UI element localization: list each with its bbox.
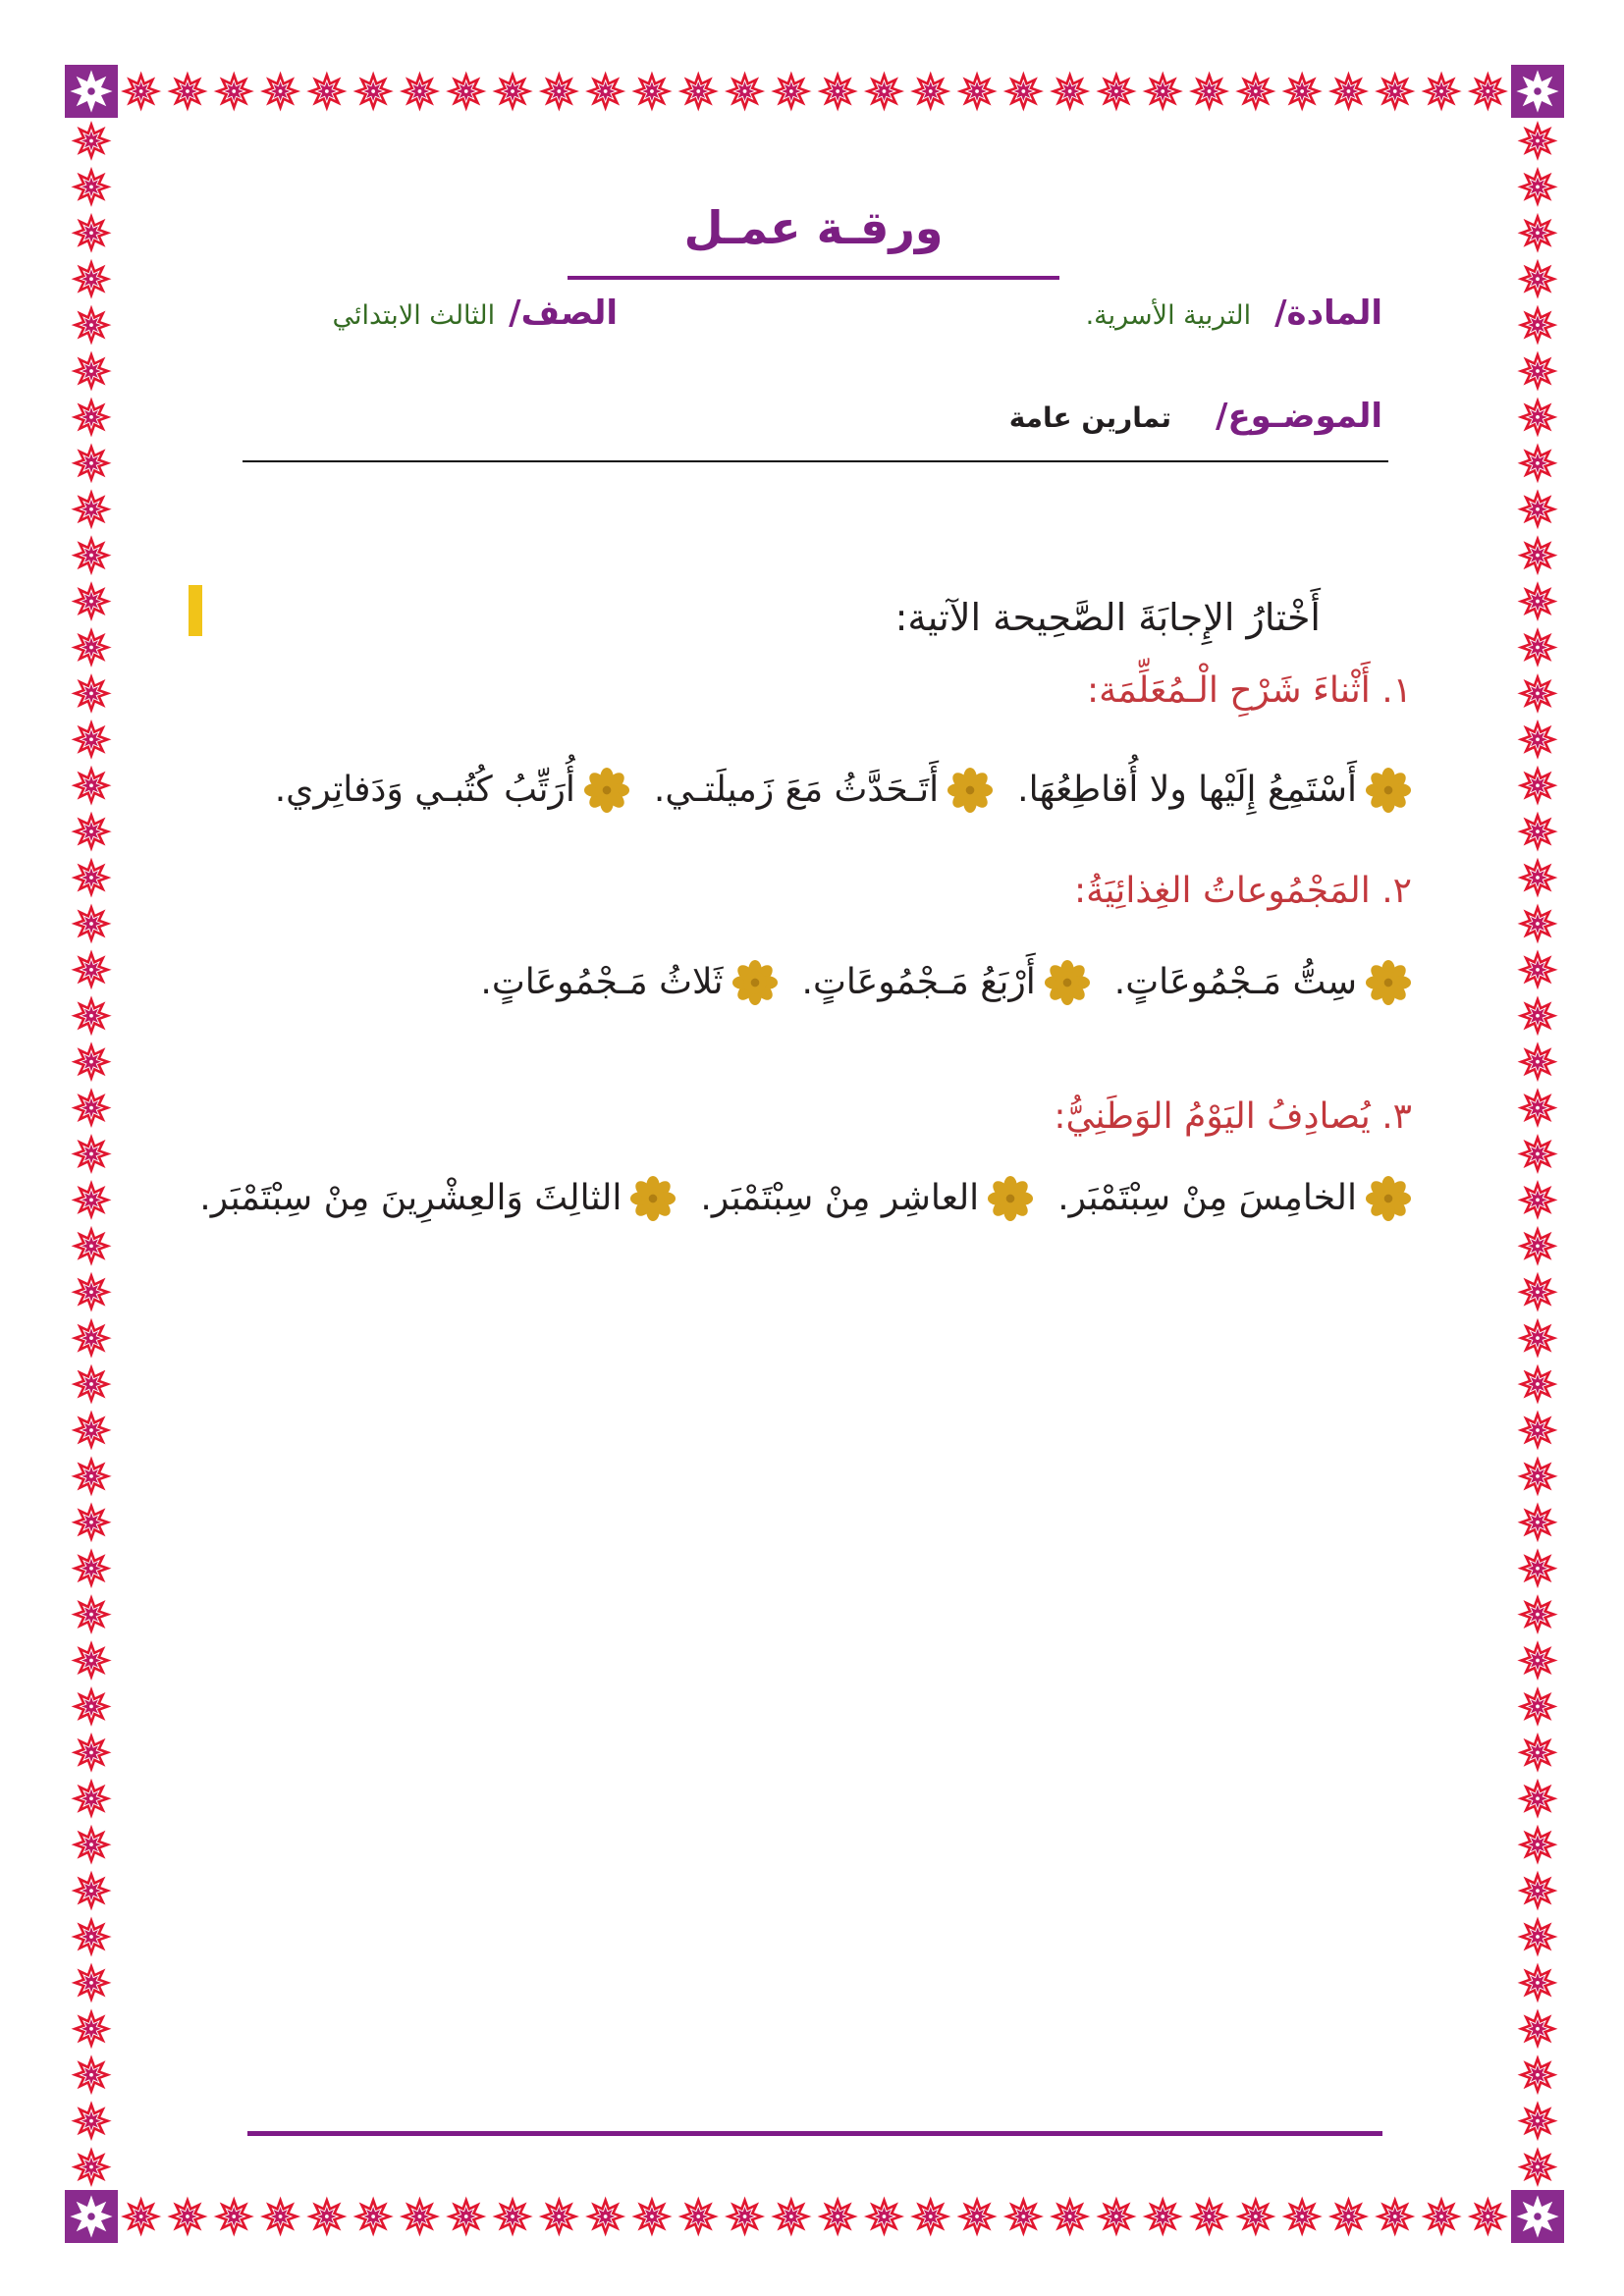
border-star-icon — [1515, 1500, 1559, 1544]
border-star-icon — [1515, 579, 1559, 623]
flower-bullet-icon — [1365, 959, 1412, 1006]
border-star-icon — [1515, 718, 1559, 762]
border-star-icon — [69, 1408, 113, 1452]
border-star-icon — [119, 69, 163, 113]
border-star-icon — [769, 69, 813, 113]
border-star-icon — [1515, 119, 1559, 163]
option-item — [700, 1169, 1034, 1228]
question-3-options — [187, 1169, 1412, 1228]
flower-bullet-icon — [1044, 959, 1091, 1006]
border-star-icon — [1515, 1408, 1559, 1452]
border-star-icon — [1515, 1224, 1559, 1268]
border-star-icon — [1515, 441, 1559, 485]
instruction-heading: أَخْتارُ الإِجابَةَ الصَّحِيحة الآتية: — [894, 596, 1321, 639]
border-star-icon — [119, 2194, 163, 2238]
border-star-icon — [1048, 2194, 1092, 2238]
border-star-icon — [398, 2194, 442, 2238]
option-text: أُرَتِّبُ كُتُبـي وَدَفاتِري. — [274, 770, 575, 810]
border-star-icon — [1141, 69, 1185, 113]
flower-bullet-icon — [629, 1175, 677, 1222]
border-star-icon — [1515, 1592, 1559, 1636]
topic-field — [1009, 392, 1382, 441]
border-star-icon — [1515, 1086, 1559, 1130]
border-star-icon — [69, 441, 113, 485]
grade-field — [332, 289, 618, 338]
border-star-icon — [723, 2194, 767, 2238]
border-star-icon — [1466, 69, 1510, 113]
border-star-icon — [1515, 1823, 1559, 1867]
border-star-icon — [69, 1684, 113, 1729]
border-star-icon — [1187, 69, 1231, 113]
border-star-icon — [954, 2194, 999, 2238]
option-item — [199, 1169, 677, 1228]
border-star-icon — [69, 1270, 113, 1314]
option-item — [1114, 953, 1412, 1012]
topic-label: الموضـوع/ — [1216, 397, 1382, 436]
border-star-icon — [69, 1178, 113, 1222]
border-star-icon — [69, 1362, 113, 1406]
question-2-title: ٢. المَجْمُوعاتُ الغِذائِيَةُ: — [1074, 871, 1412, 911]
border-star-icon — [723, 69, 767, 113]
flower-bullet-icon — [947, 767, 994, 814]
border-star-icon — [1515, 1362, 1559, 1406]
option-item — [802, 953, 1091, 1012]
border-star-icon — [1515, 2053, 1559, 2097]
border-star-icon — [69, 1731, 113, 1775]
border-star-icon — [69, 1777, 113, 1821]
border-star-icon — [165, 2194, 209, 2238]
border-star-icon — [1048, 69, 1092, 113]
border-star-icon — [69, 1960, 113, 2004]
border-star-icon — [1141, 2194, 1185, 2238]
border-star-icon — [1466, 2194, 1510, 2238]
header-divider — [243, 460, 1388, 462]
border-star-icon — [1280, 2194, 1325, 2238]
subject-field — [1086, 289, 1382, 338]
border-star-icon — [1094, 69, 1138, 113]
border-star-icon — [1515, 1777, 1559, 1821]
border-star-icon — [1280, 69, 1325, 113]
border-star-icon — [1515, 533, 1559, 577]
question-3-title: ٣. يُصادِفُ اليَوْمُ الوَطَنِيُّ: — [1054, 1096, 1412, 1137]
border-star-icon — [1515, 257, 1559, 301]
border-star-icon — [69, 1224, 113, 1268]
border-star-icon — [69, 671, 113, 716]
border-star-icon — [212, 69, 256, 113]
page-title: ورقـة عمـل — [683, 201, 944, 254]
border-star-icon — [1515, 165, 1559, 209]
option-text: أَتَـحَدَّثُ مَعَ زَميلَتـي. — [653, 770, 940, 810]
corner-star-icon — [65, 2190, 118, 2243]
border-star-icon — [69, 2145, 113, 2189]
border-star-icon — [69, 579, 113, 623]
border-star-icon — [677, 2194, 721, 2238]
corner-star-icon — [1511, 65, 1564, 118]
border-star-icon — [69, 395, 113, 439]
border-star-icon — [444, 2194, 488, 2238]
option-item — [480, 953, 778, 1012]
border-star-icon — [69, 1546, 113, 1590]
question-2-options — [187, 953, 1412, 1012]
border-star-icon — [69, 1823, 113, 1867]
border-star-icon — [490, 69, 534, 113]
border-star-icon — [69, 764, 113, 808]
border-star-icon — [69, 810, 113, 854]
border-star-icon — [69, 1454, 113, 1498]
border-star-icon — [69, 1869, 113, 1913]
border-star-icon — [490, 2194, 534, 2238]
border-star-icon — [1515, 1040, 1559, 1084]
border-star-icon — [816, 2194, 860, 2238]
border-star-icon — [69, 947, 113, 991]
border-star-icon — [1515, 671, 1559, 716]
border-star-icon — [1515, 211, 1559, 255]
option-item — [1017, 761, 1412, 820]
border-star-icon — [69, 2006, 113, 2051]
border-star-icon — [1515, 1914, 1559, 1958]
border-star-icon — [212, 2194, 256, 2238]
border-star-icon — [1515, 1270, 1559, 1314]
flower-bullet-icon — [1365, 1175, 1412, 1222]
flower-bullet-icon — [987, 1175, 1034, 1222]
border-star-icon — [1515, 1178, 1559, 1222]
border-star-icon — [862, 69, 906, 113]
border-star-icon — [69, 2099, 113, 2143]
border-star-icon — [1515, 1316, 1559, 1361]
option-text: أَرْبَعُ مَـجْمُوعَاتٍ. — [801, 962, 1036, 1002]
border-star-icon — [1515, 901, 1559, 945]
subject-label: المادة/ — [1274, 294, 1382, 333]
grade-value: الثالث الابتدائي — [332, 300, 496, 331]
border-star-icon — [1001, 69, 1046, 113]
flower-bullet-icon — [731, 959, 779, 1006]
border-star-icon — [1233, 69, 1277, 113]
border-star-icon — [1515, 487, 1559, 531]
border-star-icon — [258, 69, 302, 113]
border-star-icon — [69, 855, 113, 899]
border-star-icon — [769, 2194, 813, 2238]
border-star-icon — [258, 2194, 302, 2238]
border-star-icon — [69, 1914, 113, 1958]
border-star-icon — [352, 69, 396, 113]
border-star-icon — [1515, 1454, 1559, 1498]
border-star-icon — [629, 69, 674, 113]
border-star-icon — [69, 1040, 113, 1084]
border-star-icon — [1515, 855, 1559, 899]
border-star-icon — [1326, 2194, 1371, 2238]
border-star-icon — [1515, 810, 1559, 854]
border-star-icon — [165, 69, 209, 113]
border-star-icon — [69, 1086, 113, 1130]
corner-star-icon — [1511, 2190, 1564, 2243]
border-star-icon — [69, 1500, 113, 1544]
border-star-icon — [1515, 1132, 1559, 1176]
border-star-icon — [69, 211, 113, 255]
border-star-icon — [1094, 2194, 1138, 2238]
border-star-icon — [304, 2194, 349, 2238]
topic-value: تمارين عامة — [1008, 401, 1172, 434]
option-text: الثالِثَ وَالعِشْرِينَ مِنْ سِبْتَمْبَر. — [199, 1178, 623, 1218]
border-star-icon — [69, 165, 113, 209]
border-star-icon — [1515, 303, 1559, 347]
border-star-icon — [629, 2194, 674, 2238]
question-1-title: ١. أَثْناءَ شَرْحِ الْـمُعَلِّمَة: — [1086, 670, 1412, 711]
option-text: أَسْتَمِعُ إِلَيْها ولا أُقاطِعُهَا. — [1017, 770, 1357, 810]
flower-bullet-icon — [583, 767, 630, 814]
option-item — [275, 761, 630, 820]
border-star-icon — [1373, 2194, 1417, 2238]
border-star-icon — [1515, 764, 1559, 808]
border-star-icon — [1515, 1638, 1559, 1682]
border-star-icon — [537, 2194, 581, 2238]
border-star-icon — [69, 1638, 113, 1682]
subject-value: التربية الأسرية. — [1085, 300, 1252, 331]
question-1-options — [187, 761, 1412, 820]
option-item — [1057, 1169, 1412, 1228]
border-star-icon — [69, 348, 113, 393]
border-star-icon — [1515, 395, 1559, 439]
grade-label: الصف/ — [509, 294, 618, 333]
footer-line — [247, 2131, 1382, 2136]
border-star-icon — [1419, 2194, 1463, 2238]
border-star-icon — [304, 69, 349, 113]
border-star-icon — [398, 69, 442, 113]
border-star-icon — [69, 2053, 113, 2097]
border-star-icon — [583, 2194, 627, 2238]
border-star-icon — [1515, 1684, 1559, 1729]
border-star-icon — [1187, 2194, 1231, 2238]
border-star-icon — [1515, 2145, 1559, 2189]
border-star-icon — [1515, 2006, 1559, 2051]
yellow-marker — [189, 585, 202, 636]
corner-star-icon — [65, 65, 118, 118]
border-star-icon — [69, 1316, 113, 1361]
option-text: الخامِسَ مِنْ سِبْتَمْبَر. — [1057, 1178, 1357, 1218]
border-star-icon — [677, 69, 721, 113]
border-star-icon — [69, 303, 113, 347]
flower-bullet-icon — [1365, 767, 1412, 814]
title-underline — [568, 276, 1059, 280]
border-star-icon — [862, 2194, 906, 2238]
border-star-icon — [1515, 947, 1559, 991]
border-star-icon — [1515, 1960, 1559, 2004]
border-star-icon — [69, 257, 113, 301]
option-text: العاشِر مِنْ سِبْتَمْبَر. — [700, 1178, 980, 1218]
border-star-icon — [816, 69, 860, 113]
option-item — [654, 761, 994, 820]
border-star-icon — [583, 69, 627, 113]
border-star-icon — [69, 625, 113, 669]
border-star-icon — [1233, 2194, 1277, 2238]
border-star-icon — [537, 69, 581, 113]
border-star-icon — [1515, 1731, 1559, 1775]
border-star-icon — [1515, 625, 1559, 669]
border-star-icon — [69, 119, 113, 163]
border-star-icon — [69, 487, 113, 531]
option-text: سِتُّ مَـجْمُوعَاتٍ. — [1113, 962, 1357, 1002]
border-star-icon — [69, 1592, 113, 1636]
border-star-icon — [352, 2194, 396, 2238]
border-star-icon — [444, 69, 488, 113]
border-star-icon — [1515, 993, 1559, 1038]
border-star-icon — [1515, 1546, 1559, 1590]
border-star-icon — [908, 69, 952, 113]
border-star-icon — [69, 1132, 113, 1176]
border-star-icon — [1373, 69, 1417, 113]
border-star-icon — [1515, 1869, 1559, 1913]
border-star-icon — [69, 533, 113, 577]
border-star-icon — [1515, 2099, 1559, 2143]
border-star-icon — [69, 901, 113, 945]
option-text: ثَلاثُ مَـجْمُوعَاتٍ. — [480, 962, 724, 1002]
border-star-icon — [1419, 69, 1463, 113]
border-star-icon — [69, 718, 113, 762]
border-star-icon — [1326, 69, 1371, 113]
border-star-icon — [954, 69, 999, 113]
border-star-icon — [69, 993, 113, 1038]
border-star-icon — [1515, 348, 1559, 393]
border-star-icon — [908, 2194, 952, 2238]
border-star-icon — [1001, 2194, 1046, 2238]
